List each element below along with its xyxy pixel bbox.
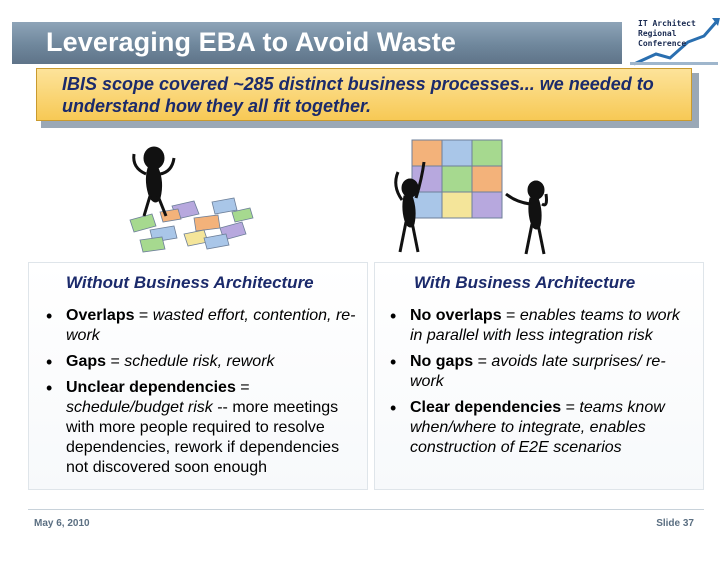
bullet-description: teams know when/where to integrate, enables construction of E2E scenarios xyxy=(410,399,665,456)
list-item xyxy=(38,378,356,478)
bullet-separator: = xyxy=(106,353,125,370)
bullet-description: wasted effort, contention, re-work xyxy=(66,307,356,344)
footer-date: May 6, 2010 xyxy=(34,518,90,529)
list-item xyxy=(38,352,356,372)
bullet-description: avoids late surprises/ re-work xyxy=(410,353,666,390)
bullet-term: No overlaps xyxy=(410,307,502,324)
bullet-term: Overlaps xyxy=(66,307,135,324)
bullet-description: enables teams to work in parallel with less integration risk xyxy=(410,307,680,344)
bullet-separator: = xyxy=(501,307,520,324)
list-item xyxy=(382,398,696,458)
bullet-description: schedule risk, rework xyxy=(124,353,275,370)
logo-text xyxy=(638,19,696,49)
two-people-assembled-puzzle-icon xyxy=(388,136,558,258)
bullet-separator: = xyxy=(134,307,153,324)
bullet-description: schedule/budget risk xyxy=(66,399,213,416)
list-item xyxy=(38,306,356,346)
slide-title: Leveraging EBA to Avoid Waste xyxy=(46,27,456,57)
right-bullet-list xyxy=(382,306,696,464)
person-scattered-puzzle-icon xyxy=(120,138,270,256)
right-panel-heading: With Business Architecture xyxy=(414,273,636,292)
left-bullet-list xyxy=(38,306,356,484)
bullet-extra: -- more meetings with more people required to resolve dependencies, rework if dependencies not discovered soon enough xyxy=(66,399,340,476)
left-panel-heading: Without Business Architecture xyxy=(66,273,314,292)
callout-text: IBIS scope covered ~285 distinct business processes... we needed to understand how they all fit together. xyxy=(62,74,654,116)
logo-line-2: Regional xyxy=(638,29,677,38)
list-item xyxy=(382,352,696,392)
bullet-term: Clear dependencies xyxy=(410,399,562,416)
bullet-separator: = xyxy=(235,379,250,396)
slide-number: Slide 37 xyxy=(656,518,694,529)
footer-divider xyxy=(28,509,704,510)
logo-line-1: IT Architect xyxy=(638,19,696,28)
bullet-term: No gaps xyxy=(410,353,474,370)
logo-line-3: Conference xyxy=(638,39,687,48)
bullet-term: Unclear dependencies xyxy=(66,379,236,396)
bullet-separator: = xyxy=(561,399,580,416)
bullet-separator: = xyxy=(473,353,492,370)
list-item xyxy=(382,306,696,346)
bullet-term: Gaps xyxy=(66,353,107,370)
